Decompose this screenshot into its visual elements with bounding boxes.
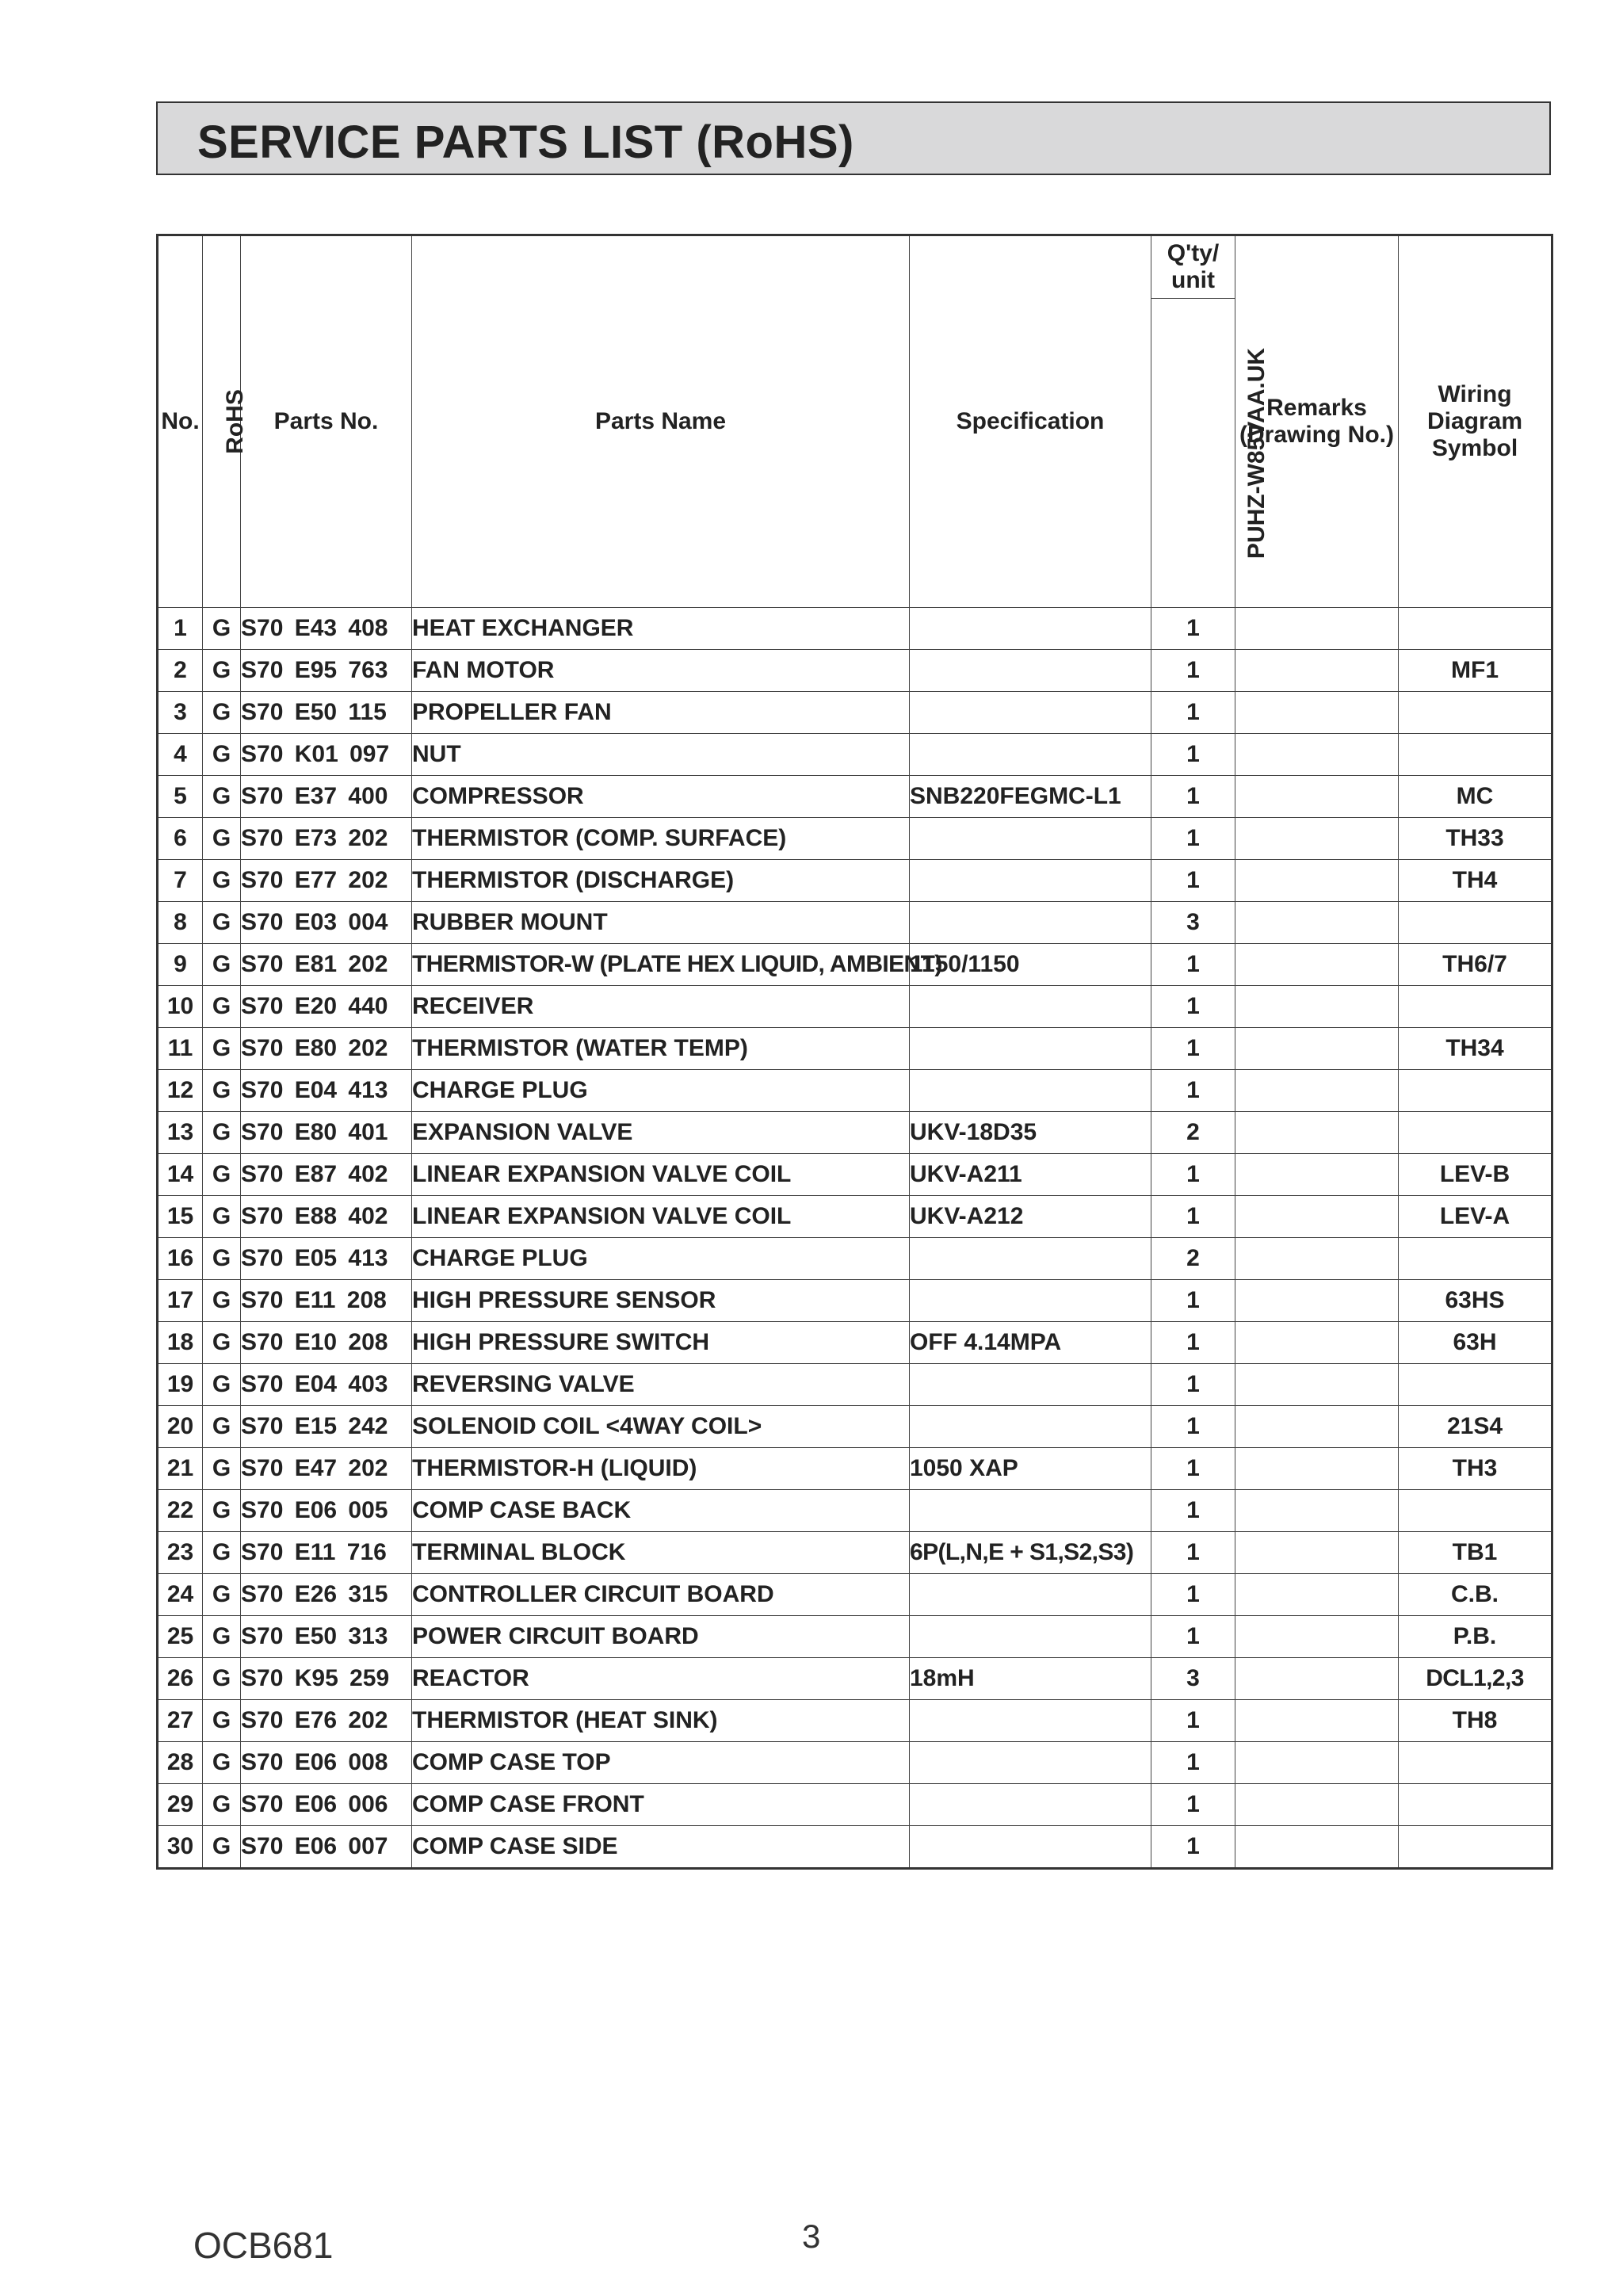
cell-parts-no: S70 E10 208 (241, 1322, 412, 1364)
cell-qty: 1 (1151, 734, 1235, 776)
cell-remarks (1235, 1112, 1399, 1154)
cell-qty: 1 (1151, 1574, 1235, 1616)
cell-parts-no: S70 E95 763 (241, 650, 412, 692)
cell-parts-no: S70 E87 402 (241, 1154, 412, 1196)
table-row (158, 1196, 1552, 1238)
cell-qty: 2 (1151, 1112, 1235, 1154)
cell-wiring-symbol (1399, 608, 1552, 650)
table-row (158, 776, 1552, 818)
cell-remarks (1235, 1028, 1399, 1070)
cell-wiring-symbol (1399, 1784, 1552, 1826)
cell-qty: 1 (1151, 1742, 1235, 1784)
cell-specification: UKV-A212 (910, 1196, 1151, 1238)
cell-specification (910, 692, 1151, 734)
cell-remarks (1235, 608, 1399, 650)
table-row (158, 1070, 1552, 1112)
cell-parts-no: S70 E80 202 (241, 1028, 412, 1070)
table-row (158, 1448, 1552, 1490)
cell-no: 5 (158, 776, 203, 818)
cell-wiring-symbol (1399, 734, 1552, 776)
cell-parts-name: THERMISTOR (COMP. SURFACE) (412, 818, 910, 860)
cell-no: 17 (158, 1280, 203, 1322)
cell-specification (910, 734, 1151, 776)
cell-wiring-symbol: MC (1399, 776, 1552, 818)
cell-specification (910, 1742, 1151, 1784)
cell-no: 9 (158, 944, 203, 986)
cell-qty: 1 (1151, 1826, 1235, 1869)
cell-specification (910, 1364, 1151, 1406)
table-row (158, 1112, 1552, 1154)
cell-remarks (1235, 1280, 1399, 1322)
cell-rohs: G (203, 902, 241, 944)
cell-specification (910, 1700, 1151, 1742)
cell-qty: 1 (1151, 608, 1235, 650)
cell-wiring-symbol (1399, 1112, 1552, 1154)
cell-wiring-symbol: TH4 (1399, 860, 1552, 902)
cell-qty: 1 (1151, 1406, 1235, 1448)
cell-wiring-symbol: TH3 (1399, 1448, 1552, 1490)
table-row (158, 608, 1552, 650)
cell-rohs: G (203, 1112, 241, 1154)
cell-rohs: G (203, 1322, 241, 1364)
cell-remarks (1235, 1700, 1399, 1742)
cell-qty: 1 (1151, 1700, 1235, 1742)
cell-wiring-symbol: TH6/7 (1399, 944, 1552, 986)
cell-parts-no: S70 E50 313 (241, 1616, 412, 1658)
cell-rohs: G (203, 986, 241, 1028)
cell-parts-name: COMP CASE FRONT (412, 1784, 910, 1826)
cell-specification (910, 1028, 1151, 1070)
cell-rohs: G (203, 944, 241, 986)
cell-parts-name: PROPELLER FAN (412, 692, 910, 734)
cell-remarks (1235, 1406, 1399, 1448)
cell-parts-no: S70 E37 400 (241, 776, 412, 818)
cell-no: 27 (158, 1700, 203, 1742)
cell-rohs: G (203, 1784, 241, 1826)
header-qty-line1: Q'ty/ (1167, 240, 1220, 266)
cell-remarks (1235, 1322, 1399, 1364)
cell-qty: 1 (1151, 1070, 1235, 1112)
cell-parts-no: S70 E15 242 (241, 1406, 412, 1448)
cell-specification (910, 650, 1151, 692)
header-wiring-line2: Diagram (1426, 408, 1523, 434)
cell-parts-name: CHARGE PLUG (412, 1070, 910, 1112)
cell-parts-no: S70 K01 097 (241, 734, 412, 776)
cell-no: 10 (158, 986, 203, 1028)
cell-specification: UKV-A211 (910, 1154, 1151, 1196)
cell-parts-name: EXPANSION VALVE (412, 1112, 910, 1154)
cell-parts-name: NUT (412, 734, 910, 776)
cell-rohs: G (203, 776, 241, 818)
cell-qty: 1 (1151, 650, 1235, 692)
cell-wiring-symbol: MF1 (1399, 650, 1552, 692)
cell-remarks (1235, 902, 1399, 944)
cell-rohs: G (203, 650, 241, 692)
header-qty-line2: unit (1171, 267, 1215, 293)
cell-wiring-symbol: 21S4 (1399, 1406, 1552, 1448)
cell-parts-name: HIGH PRESSURE SENSOR (412, 1280, 910, 1322)
cell-parts-name: THERMISTOR-W (PLATE HEX LIQUID, AMBIENT) (412, 944, 910, 986)
header-remarks-line2: (Drawing No.) (1239, 422, 1394, 448)
cell-specification: SNB220FEGMC-L1 (910, 776, 1151, 818)
document-code: OCB681 (193, 2225, 334, 2266)
header-wiring-line3: Symbol (1431, 435, 1518, 461)
cell-specification (910, 1574, 1151, 1616)
service-parts-table (156, 234, 1553, 1870)
cell-parts-name: RECEIVER (412, 986, 910, 1028)
table-row (158, 1700, 1552, 1742)
cell-wiring-symbol: LEV-A (1399, 1196, 1552, 1238)
cell-rohs: G (203, 1616, 241, 1658)
cell-qty: 1 (1151, 944, 1235, 986)
cell-specification: 6P(L,N,E + S1,S2,S3) (910, 1532, 1151, 1574)
cell-qty: 1 (1151, 692, 1235, 734)
cell-wiring-symbol (1399, 692, 1552, 734)
cell-remarks (1235, 986, 1399, 1028)
cell-no: 14 (158, 1154, 203, 1196)
cell-specification (910, 1406, 1151, 1448)
cell-qty: 1 (1151, 1490, 1235, 1532)
cell-parts-no: S70 E80 401 (241, 1112, 412, 1154)
cell-parts-no: S70 E76 202 (241, 1700, 412, 1742)
cell-wiring-symbol (1399, 1742, 1552, 1784)
cell-rohs: G (203, 1532, 241, 1574)
cell-remarks (1235, 1742, 1399, 1784)
cell-parts-no: S70 E11 208 (241, 1280, 412, 1322)
table-row (158, 692, 1552, 734)
cell-no: 16 (158, 1238, 203, 1280)
cell-rohs: G (203, 734, 241, 776)
cell-no: 24 (158, 1574, 203, 1616)
cell-specification: 1150/1150 (910, 944, 1151, 986)
cell-qty: 1 (1151, 1028, 1235, 1070)
cell-wiring-symbol: DCL1,2,3 (1399, 1658, 1552, 1700)
cell-parts-no: S70 E05 413 (241, 1238, 412, 1280)
header-qty (1151, 235, 1235, 299)
cell-no: 29 (158, 1784, 203, 1826)
cell-no: 18 (158, 1322, 203, 1364)
cell-qty: 1 (1151, 1532, 1235, 1574)
cell-specification (910, 818, 1151, 860)
cell-no: 7 (158, 860, 203, 902)
table-row (158, 1364, 1552, 1406)
cell-qty: 1 (1151, 1154, 1235, 1196)
cell-wiring-symbol: TH34 (1399, 1028, 1552, 1070)
cell-wiring-symbol: LEV-B (1399, 1154, 1552, 1196)
title-banner (156, 101, 1551, 175)
cell-specification (910, 986, 1151, 1028)
table-row (158, 1238, 1552, 1280)
cell-wiring-symbol: C.B. (1399, 1574, 1552, 1616)
cell-parts-no: S70 E06 006 (241, 1784, 412, 1826)
cell-rohs: G (203, 1280, 241, 1322)
table-row (158, 1742, 1552, 1784)
cell-remarks (1235, 1532, 1399, 1574)
table-row (158, 1784, 1552, 1826)
parts-table-body (158, 608, 1552, 1869)
cell-no: 8 (158, 902, 203, 944)
header-model (1151, 299, 1270, 608)
cell-qty: 1 (1151, 1784, 1235, 1826)
cell-specification (910, 1070, 1151, 1112)
cell-rohs: G (203, 1658, 241, 1700)
cell-qty: 1 (1151, 1448, 1235, 1490)
header-rohs-label: RoHS (221, 389, 248, 454)
cell-parts-no: S70 E88 402 (241, 1196, 412, 1238)
cell-no: 20 (158, 1406, 203, 1448)
cell-parts-name: HIGH PRESSURE SWITCH (412, 1322, 910, 1364)
table-row (158, 1028, 1552, 1070)
cell-remarks (1235, 860, 1399, 902)
cell-specification: UKV-18D35 (910, 1112, 1151, 1154)
cell-parts-name: THERMISTOR (HEAT SINK) (412, 1700, 910, 1742)
cell-rohs: G (203, 818, 241, 860)
cell-specification: 1050 XAP (910, 1448, 1151, 1490)
cell-rohs: G (203, 1700, 241, 1742)
cell-qty: 1 (1151, 1280, 1235, 1322)
cell-rohs: G (203, 1238, 241, 1280)
cell-remarks (1235, 1490, 1399, 1532)
cell-rohs: G (203, 1364, 241, 1406)
cell-parts-no: S70 E47 202 (241, 1448, 412, 1490)
cell-qty: 1 (1151, 1364, 1235, 1406)
table-row (158, 1574, 1552, 1616)
cell-parts-name: TERMINAL BLOCK (412, 1532, 910, 1574)
cell-rohs: G (203, 1742, 241, 1784)
table-row (158, 1532, 1552, 1574)
cell-rohs: G (203, 1028, 241, 1070)
cell-rohs: G (203, 1154, 241, 1196)
cell-parts-name: SOLENOID COIL <4WAY COIL> (412, 1406, 910, 1448)
cell-parts-name: COMPRESSOR (412, 776, 910, 818)
cell-qty: 1 (1151, 860, 1235, 902)
table-row (158, 1322, 1552, 1364)
cell-specification (910, 1826, 1151, 1869)
cell-parts-no: S70 E43 408 (241, 608, 412, 650)
cell-no: 1 (158, 608, 203, 650)
cell-parts-no: S70 K95 259 (241, 1658, 412, 1700)
table-row (158, 986, 1552, 1028)
cell-specification (910, 1490, 1151, 1532)
cell-parts-no: S70 E06 008 (241, 1742, 412, 1784)
cell-wiring-symbol (1399, 1826, 1552, 1869)
cell-parts-no: S70 E03 004 (241, 902, 412, 944)
cell-qty: 2 (1151, 1238, 1235, 1280)
cell-parts-name: HEAT EXCHANGER (412, 608, 910, 650)
cell-remarks (1235, 1658, 1399, 1700)
cell-qty: 3 (1151, 1658, 1235, 1700)
cell-remarks (1235, 1364, 1399, 1406)
cell-specification: OFF 4.14MPA (910, 1322, 1151, 1364)
cell-no: 13 (158, 1112, 203, 1154)
cell-remarks (1235, 1616, 1399, 1658)
cell-no: 19 (158, 1364, 203, 1406)
cell-no: 26 (158, 1658, 203, 1700)
cell-wiring-symbol: TH8 (1399, 1700, 1552, 1742)
table-row (158, 1280, 1552, 1322)
cell-no: 4 (158, 734, 203, 776)
header-parts-name: Parts Name (412, 235, 910, 608)
cell-rohs: G (203, 860, 241, 902)
cell-remarks (1235, 1154, 1399, 1196)
cell-parts-no: S70 E11 716 (241, 1532, 412, 1574)
cell-specification (910, 860, 1151, 902)
cell-qty: 1 (1151, 986, 1235, 1028)
cell-qty: 1 (1151, 776, 1235, 818)
cell-parts-name: THERMISTOR-H (LIQUID) (412, 1448, 910, 1490)
table-row (158, 1154, 1552, 1196)
cell-parts-name: THERMISTOR (DISCHARGE) (412, 860, 910, 902)
cell-qty: 1 (1151, 818, 1235, 860)
cell-rohs: G (203, 608, 241, 650)
cell-parts-name: REACTOR (412, 1658, 910, 1700)
cell-parts-no: S70 E26 315 (241, 1574, 412, 1616)
header-model-label: PUHZ-W85VAA.UK (1243, 347, 1270, 559)
table-row (158, 902, 1552, 944)
header-wiring-line1: Wiring (1438, 381, 1512, 407)
cell-parts-name: POWER CIRCUIT BOARD (412, 1616, 910, 1658)
cell-remarks (1235, 650, 1399, 692)
cell-no: 23 (158, 1532, 203, 1574)
cell-parts-name: FAN MOTOR (412, 650, 910, 692)
cell-wiring-symbol: P.B. (1399, 1616, 1552, 1658)
header-no: No. (158, 235, 203, 608)
cell-remarks (1235, 692, 1399, 734)
cell-parts-name: THERMISTOR (WATER TEMP) (412, 1028, 910, 1070)
cell-remarks (1235, 1196, 1399, 1238)
cell-rohs: G (203, 692, 241, 734)
cell-remarks (1235, 1574, 1399, 1616)
cell-remarks (1235, 776, 1399, 818)
cell-specification (910, 1784, 1151, 1826)
cell-parts-no: S70 E04 413 (241, 1070, 412, 1112)
cell-no: 30 (158, 1826, 203, 1869)
table-row (158, 1406, 1552, 1448)
cell-no: 28 (158, 1742, 203, 1784)
cell-wiring-symbol (1399, 1490, 1552, 1532)
page-number: 3 (802, 2218, 821, 2255)
cell-wiring-symbol: TB1 (1399, 1532, 1552, 1574)
cell-wiring-symbol: 63H (1399, 1322, 1552, 1364)
cell-rohs: G (203, 1490, 241, 1532)
page-title: SERVICE PARTS LIST (RoHS) (197, 117, 854, 168)
cell-remarks (1235, 734, 1399, 776)
cell-rohs: G (203, 1070, 241, 1112)
cell-no: 2 (158, 650, 203, 692)
cell-parts-name: LINEAR EXPANSION VALVE COIL (412, 1196, 910, 1238)
header-remarks-line1: Remarks (1266, 395, 1367, 421)
cell-qty: 1 (1151, 1322, 1235, 1364)
cell-wiring-symbol: TH33 (1399, 818, 1552, 860)
cell-wiring-symbol (1399, 1070, 1552, 1112)
cell-wiring-symbol: 63HS (1399, 1280, 1552, 1322)
cell-rohs: G (203, 1196, 241, 1238)
cell-no: 15 (158, 1196, 203, 1238)
cell-no: 21 (158, 1448, 203, 1490)
cell-rohs: G (203, 1406, 241, 1448)
table-row (158, 1616, 1552, 1658)
cell-wiring-symbol (1399, 986, 1552, 1028)
cell-rohs: G (203, 1574, 241, 1616)
cell-no: 22 (158, 1490, 203, 1532)
header-wiring-symbol (1399, 235, 1552, 608)
cell-wiring-symbol (1399, 1364, 1552, 1406)
cell-parts-no: S70 E73 202 (241, 818, 412, 860)
cell-qty: 3 (1151, 902, 1235, 944)
cell-parts-name: COMP CASE SIDE (412, 1826, 910, 1869)
cell-parts-no: S70 E50 115 (241, 692, 412, 734)
cell-no: 3 (158, 692, 203, 734)
table-row (158, 734, 1552, 776)
table-row (158, 818, 1552, 860)
header-parts-no: Parts No. (241, 235, 412, 608)
cell-specification (910, 608, 1151, 650)
cell-parts-name: CHARGE PLUG (412, 1238, 910, 1280)
cell-no: 11 (158, 1028, 203, 1070)
cell-parts-no: S70 E81 202 (241, 944, 412, 986)
cell-wiring-symbol (1399, 902, 1552, 944)
cell-rohs: G (203, 1826, 241, 1869)
table-row (158, 1490, 1552, 1532)
cell-parts-no: S70 E06 005 (241, 1490, 412, 1532)
table-row (158, 1826, 1552, 1869)
cell-remarks (1235, 944, 1399, 986)
cell-parts-no: S70 E77 202 (241, 860, 412, 902)
cell-parts-name: RUBBER MOUNT (412, 902, 910, 944)
cell-parts-name: LINEAR EXPANSION VALVE COIL (412, 1154, 910, 1196)
table-row (158, 1658, 1552, 1700)
cell-qty: 1 (1151, 1196, 1235, 1238)
cell-specification (910, 1238, 1151, 1280)
cell-parts-no: S70 E04 403 (241, 1364, 412, 1406)
cell-remarks (1235, 1784, 1399, 1826)
table-row (158, 860, 1552, 902)
cell-remarks (1235, 1826, 1399, 1869)
cell-specification (910, 902, 1151, 944)
cell-rohs: G (203, 1448, 241, 1490)
cell-parts-name: COMP CASE BACK (412, 1490, 910, 1532)
cell-no: 6 (158, 818, 203, 860)
cell-specification (910, 1616, 1151, 1658)
header-specification: Specification (910, 235, 1151, 608)
cell-no: 12 (158, 1070, 203, 1112)
table-row (158, 944, 1552, 986)
cell-remarks (1235, 1070, 1399, 1112)
table-row (158, 650, 1552, 692)
cell-remarks (1235, 1448, 1399, 1490)
header-rohs (203, 235, 248, 608)
cell-parts-name: COMP CASE TOP (412, 1742, 910, 1784)
cell-parts-no: S70 E20 440 (241, 986, 412, 1028)
cell-parts-name: REVERSING VALVE (412, 1364, 910, 1406)
cell-wiring-symbol (1399, 1238, 1552, 1280)
cell-remarks (1235, 818, 1399, 860)
cell-remarks (1235, 1238, 1399, 1280)
cell-parts-name: CONTROLLER CIRCUIT BOARD (412, 1574, 910, 1616)
cell-qty: 1 (1151, 1616, 1235, 1658)
cell-no: 25 (158, 1616, 203, 1658)
cell-specification (910, 1280, 1151, 1322)
cell-parts-no: S70 E06 007 (241, 1826, 412, 1869)
cell-specification: 18mH (910, 1658, 1151, 1700)
